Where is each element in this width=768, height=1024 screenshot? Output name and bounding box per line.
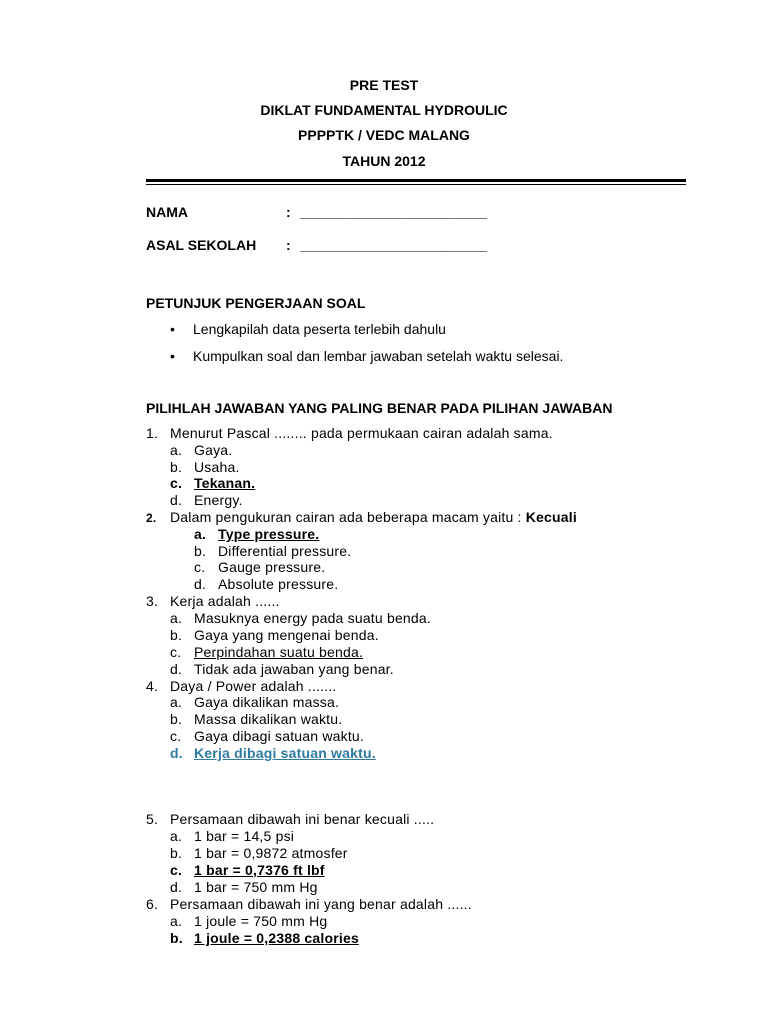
option-text: 1 joule = 750 mm Hg — [194, 913, 328, 929]
doc-subtitle: DIKLAT FUNDAMENTAL HYDROULIC — [260, 102, 508, 118]
instruction-text: Kumpulkan soal dan lembar jawaban setelah waktu selesai. — [193, 348, 564, 364]
option-letter: c. — [170, 475, 183, 491]
option-text: Differential pressure. — [218, 543, 352, 559]
option-text: Gaya yang mengenai benda. — [194, 627, 379, 643]
option-letter: d. — [170, 879, 183, 895]
doc-institution: PPPPTK / VEDC MALANG — [298, 127, 470, 143]
option-text: Massa dikalikan waktu. — [194, 711, 343, 727]
school-blank: ________________________ — [300, 237, 487, 253]
question-number: 6. — [146, 896, 159, 912]
header-rule-thin — [146, 184, 686, 185]
option-text: Absolute pressure. — [218, 576, 339, 592]
option-text: Tidak ada jawaban yang benar. — [194, 661, 394, 677]
option-letter: b. — [170, 930, 183, 946]
option-letter: b. — [194, 543, 207, 559]
school-colon: : — [286, 237, 291, 253]
option-letter: a. — [170, 610, 183, 626]
option-text: 1 joule = 0,2388 calories — [194, 930, 359, 946]
question-text-wrap — [170, 509, 577, 525]
option-letter: a. — [170, 828, 183, 844]
option-text: Gaya dibagi satuan waktu. — [194, 728, 364, 744]
instructions-title: PETUNJUK PENGERJAAN SOAL — [146, 295, 366, 311]
school-label: ASAL SEKOLAH — [146, 237, 257, 253]
option-text: 1 bar = 750 mm Hg — [194, 879, 318, 895]
option-text: 1 bar = 14,5 psi — [194, 828, 295, 844]
doc-title: PRE TEST — [349, 77, 419, 93]
question-text: Persamaan dibawah ini yang benar adalah ...... — [170, 896, 472, 912]
name-label: NAMA — [146, 204, 188, 220]
option-text: Gaya. — [194, 442, 233, 458]
option-letter: b. — [170, 711, 183, 727]
option-text: Masuknya energy pada suatu benda. — [194, 610, 431, 626]
header-rule-thick — [146, 179, 686, 182]
bullet-icon: • — [170, 321, 175, 337]
option-text: Tekanan. — [194, 475, 256, 491]
option-letter: b. — [170, 845, 183, 861]
option-text: Gaya dikalikan massa. — [194, 694, 340, 710]
option-letter: c. — [170, 862, 183, 878]
question-text: Dalam pengukuran cairan ada beberapa macam yaitu : — [170, 509, 526, 525]
option-letter: b. — [170, 627, 183, 643]
option-text: Energy. — [194, 492, 243, 508]
bullet-icon: • — [170, 348, 175, 364]
question-text: Daya / Power adalah ....... — [170, 678, 337, 694]
instruction-text: Lengkapilah data peserta terlebih dahulu — [193, 321, 446, 337]
doc-year: TAHUN 2012 — [342, 153, 426, 169]
questions-title: PILIHLAH JAWABAN YANG PALING BENAR PADA PILIHAN JAWABAN — [146, 400, 613, 416]
option-letter: a. — [170, 694, 183, 710]
question-number: 4. — [146, 678, 159, 694]
option-letter: d. — [170, 492, 183, 508]
option-letter: c. — [170, 644, 182, 660]
option-letter: c. — [194, 559, 206, 575]
option-text: Usaha. — [194, 459, 240, 475]
name-colon: : — [286, 204, 291, 220]
question-number: 1. — [146, 425, 159, 441]
question-text: Menurut Pascal ........ pada permukaan cairan adalah sama. — [170, 425, 553, 441]
option-text: 1 bar = 0,7376 ft lbf — [194, 862, 325, 878]
option-letter: a. — [170, 913, 183, 929]
option-letter: b. — [170, 459, 183, 475]
option-text: Type pressure. — [218, 526, 320, 542]
question-text: Persamaan dibawah ini benar kecuali ..... — [170, 811, 435, 827]
question-keyword: Kecuali — [525, 509, 577, 525]
option-letter: d. — [170, 745, 183, 761]
option-letter: d. — [170, 661, 183, 677]
option-letter: c. — [170, 728, 182, 744]
question-number: 2. — [146, 511, 157, 525]
option-letter: a. — [194, 526, 207, 542]
question-text: Kerja adalah ...... — [170, 593, 280, 609]
option-text: Kerja dibagi satuan waktu. — [194, 745, 376, 761]
name-blank: ________________________ — [300, 204, 487, 220]
option-text: Gauge pressure. — [218, 559, 326, 575]
question-number: 3. — [146, 593, 159, 609]
option-letter: d. — [194, 576, 207, 592]
question-number: 5. — [146, 811, 159, 827]
option-letter: a. — [170, 442, 183, 458]
option-text: 1 bar = 0,9872 atmosfer — [194, 845, 348, 861]
option-text: Perpindahan suatu benda. — [194, 644, 364, 660]
